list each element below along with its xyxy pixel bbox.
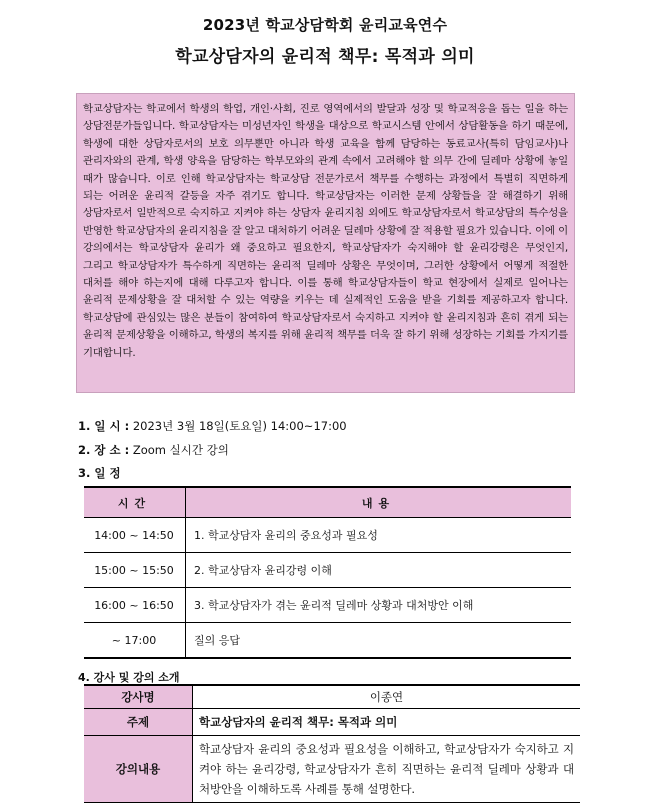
- table-row: [84, 709, 580, 736]
- lecture-label: 강사명: [84, 685, 193, 709]
- schedule-header-row: [84, 487, 571, 518]
- table-row: [84, 553, 571, 588]
- table-row: [84, 685, 580, 709]
- table-row: [84, 588, 571, 623]
- lecture-value: 학교상담자의 윤리적 책무: 목적과 의미: [193, 709, 581, 736]
- schedule-col-content: 내용: [186, 487, 572, 518]
- lecture-label: 강의내용: [84, 736, 193, 803]
- schedule-table: [84, 486, 571, 659]
- lecture-table: [84, 684, 580, 803]
- table-row: [84, 518, 571, 553]
- lecture-value: 학교상담자 윤리의 중요성과 필요성을 이해하고, 학교상담자가 숙지하고 지켜야 하는 윤리강령, 학교상담자가 흔히 직면하는 윤리적 딜레마 상황과 대처방안을 이해하도록 사례를 통해 설명한다.: [193, 736, 581, 803]
- lecture-section-heading: 4. 강사 및 강의 소개: [78, 671, 180, 684]
- schedule-time: 15:00 ~ 15:50: [84, 553, 186, 588]
- schedule-time: 16:00 ~ 16:50: [84, 588, 186, 623]
- intro-text: 학교상담자는 학교에서 학생의 학업, 개인·사회, 진로 영역에서의 발달과 성장 및 학교적응을 돕는 일을 하는 상담전문가들입니다. 학교상담자는 미성년자인 학생을 대상으로 학교시스템 안에서 상담활동을 하기 때문에, 학생에 대한 상담자로서의 보호 의무뿐만 아니라 학생 교육을 함께 담당하는 동료교사(특히 담임교사)나 관리자와의 관계, 학생 양육을 담당하는 학부모와의 관계 속에서 고려해야 할 의무 간에 딜레마 상황에 놓일 때가 많습니다. 이로 인해 학교상담자는 학교상담 전문가로서 책무를 수행하는 과정에서 특별히 직면하게 되는 어려운 윤리적 갈등을 자주 겪기도 합니다. 학교상담자는 이러한 문제 상황들을 잘 해결하기 위해 상담자로서 일반적으로 숙지하고 지켜야 하는 상담자 윤리지침 외에도 학교상담자로서 학교상담의 특수성을 반영한 학교상담자의 윤리지침을 잘 알고 대처하기 어려운 딜레마 상황에 잘 적용할 필요가 있습니다. 이에 이 강의에서는 학교상담자 윤리가 왜 중요하고 필요한지, 학교상담자가 숙지해야 할 윤리강령은 무엇인지, 그리고 학교상담자가 특수하게 직면하는 윤리적 딜레마 상황은 무엇이며, 그러한 상황에서 어떻게 적절한 대처를 해야 하는지에 대해 다루고자 합니다. 이를 통해 학교상담자들이 학교 현장에서 실제로 일어나는 윤리적 문제상황을 잘 대처할 수 있는 역량을 키우는 데 실제적인 도움을 받을 기회를 제공하고자 합니다. 학교상담에 관심있는 많은 분들이 참여하여 학교상담자로서 숙지하고 지켜야 할 윤리지침과 흔히 겪게 되는 윤리적 문제상황을 이해하고, 학생의 복지를 위해 윤리적 책무를 더욱 잘 하기 위해 성장하는 기회를 가지기를 기대합니다.: [83, 103, 568, 359]
- lecture-label: 주제: [84, 709, 193, 736]
- schedule-label: 3. 일 정: [78, 466, 121, 480]
- schedule-time: 14:00 ~ 14:50: [84, 518, 186, 553]
- date-line: [78, 418, 347, 434]
- date-value: 2023년 3월 18일(토요일) 14:00~17:00: [132, 419, 347, 433]
- document-title: 2023년 학교상담학회 윤리교육연수: [202, 16, 448, 34]
- table-row: [84, 736, 580, 803]
- place-value: Zoom 실시간 강의: [132, 443, 229, 457]
- schedule-time: ~ 17:00: [84, 623, 186, 659]
- schedule-content: 2. 학교상담자 윤리강령 이해: [186, 553, 572, 588]
- place-label: 2. 장 소 :: [78, 443, 130, 457]
- place-line: [78, 442, 229, 458]
- date-label: 1. 일 시 :: [78, 419, 130, 433]
- schedule-content: 3. 학교상담자가 겪는 윤리적 딜레마 상황과 대처방안 이해: [186, 588, 572, 623]
- lecture-value: 이종연: [193, 685, 581, 709]
- schedule-heading: [78, 465, 121, 481]
- table-row: [84, 623, 571, 659]
- schedule-content: 질의 응답: [186, 623, 572, 659]
- document-subtitle: 학교상담자의 윤리적 책무: 목적과 의미: [175, 47, 475, 67]
- schedule-content: 1. 학교상담자 윤리의 중요성과 필요성: [186, 518, 572, 553]
- intro-box: [76, 93, 575, 393]
- schedule-col-time: 시간: [84, 487, 186, 518]
